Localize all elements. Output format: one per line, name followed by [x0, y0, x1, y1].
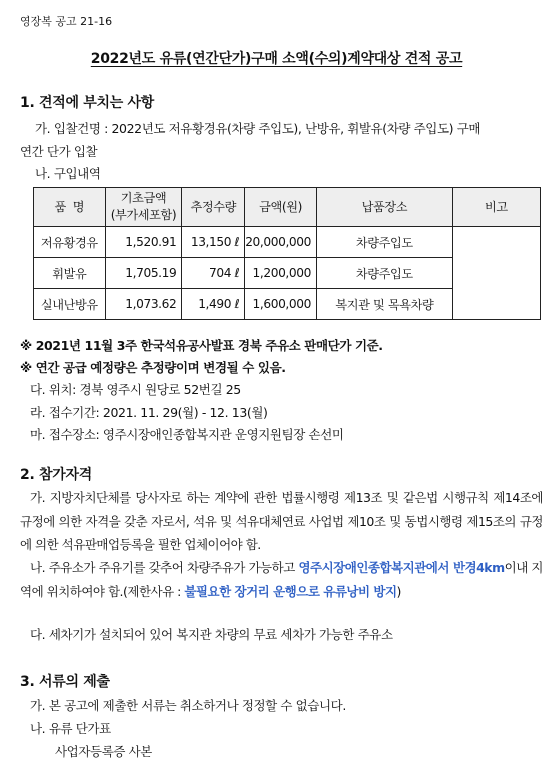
- header-base-price-line2: (부가세포함): [110, 208, 177, 222]
- radius-requirement: 영주시장애인종합복지관에서 반경4km: [298, 560, 505, 575]
- row-name: 저유황경유: [34, 227, 106, 258]
- purchase-items-table: [33, 187, 541, 320]
- section1-item-ra: 라. 접수기간: 2021. 11. 29(월) - 12. 13(월): [30, 405, 268, 420]
- row-name: 휘발유: [34, 258, 106, 289]
- header-remarks: 비고: [452, 188, 540, 227]
- section3-item-ga: 가. 본 공고에 제출한 서류는 취소하거나 정정할 수 없습니다.: [30, 698, 346, 713]
- header-quantity: 추정수량: [182, 188, 245, 227]
- row-base-price: 1,520.91: [105, 227, 182, 258]
- section3-item-na: 나. 유류 단가표: [30, 721, 111, 736]
- row-base-price: 1,073.62: [105, 289, 182, 320]
- table-header-row: [34, 188, 541, 227]
- section1-item-na: 나. 구입내역: [35, 166, 101, 181]
- header-name: 품 명: [34, 188, 106, 227]
- page-title: 2022년도 유류(연간단가)구매 소액(수의)계약대상 견적 공고: [90, 51, 463, 67]
- row-name: 실내난방유: [34, 289, 106, 320]
- remarks-cell: [452, 227, 540, 320]
- section1-heading: 1. 견적에 부치는 사항: [20, 95, 154, 111]
- table-row: [34, 227, 541, 258]
- row-delivery: 복지관 및 목욕차량: [316, 289, 452, 320]
- section1-item-ga-line1: 가. 입찰건명 : 2022년도 저유황경유(차량 주입도), 난방유, 휘발유(차량 주입도) 구매: [35, 121, 481, 136]
- section2-item-da: 다. 세차기가 설치되어 있어 복지관 차량의 무료 세차가 가능한 주유소: [30, 627, 393, 642]
- row-amount: 1,200,000: [245, 258, 317, 289]
- row-quantity: 704 ℓ: [182, 258, 245, 289]
- row-delivery: 차량주입도: [316, 258, 452, 289]
- section3-heading: 3. 서류의 제출: [20, 674, 110, 690]
- header-delivery: 납품장소: [316, 188, 452, 227]
- section1-item-ga-line2: 연간 단가 입찰: [20, 144, 98, 159]
- section2-item-ga: 가. 지방자치단체를 당사자로 하는 계약에 관한 법률시행령 제13조 및 같은법 시행규칙 제14조에 규정에 의한 자격을 갖춘 자로서, 석유 및 석유대체연료 사업법 제10조 및 동법시행령 제15조의 규정에 의한 석유판매업등록을 필한 업체이어야 함.: [20, 490, 543, 552]
- note-estimated-quantity: ※ 연간 공급 예정량은 추정량이며 변경될 수 있음.: [20, 360, 286, 375]
- row-delivery: 차량주입도: [316, 227, 452, 258]
- document-number: 영장복 공고 21-16: [20, 15, 113, 28]
- restriction-reason: 불필요한 장거리 운행으로 유류낭비 방지: [184, 583, 397, 599]
- section2-heading: 2. 참가자격: [20, 467, 92, 483]
- row-amount: 20,000,000: [245, 227, 317, 258]
- header-base-price-line1: 기초금액: [120, 191, 167, 205]
- note-price-basis: ※ 2021년 11월 3주 한국석유공사발표 경북 주유소 판매단가 기준.: [20, 338, 383, 353]
- header-amount: 금액(원): [245, 188, 317, 227]
- section2-item-na: 나. 주유소가 주유기를 갖추어 차량주유가 가능하고 영주시장애인종합복지관에서 반경4km이내 지역에 위치하여야 함.(제한사유 : 불필요한 장거리 운행으로 유류낭비 방지): [20, 560, 543, 599]
- row-base-price: 1,705.19: [105, 258, 182, 289]
- row-quantity: 13,150 ℓ: [182, 227, 245, 258]
- row-quantity: 1,490 ℓ: [182, 289, 245, 320]
- section3-item-sub: 사업자등록증 사본: [55, 744, 152, 759]
- section1-item-da: 다. 위치: 경북 영주시 원당로 52번길 25: [30, 382, 241, 397]
- row-amount: 1,600,000: [245, 289, 317, 320]
- header-base-price: [105, 188, 182, 227]
- section1-item-ma: 마. 접수장소: 영주시장애인종합복지관 운영지원팀장 손선미: [30, 427, 344, 442]
